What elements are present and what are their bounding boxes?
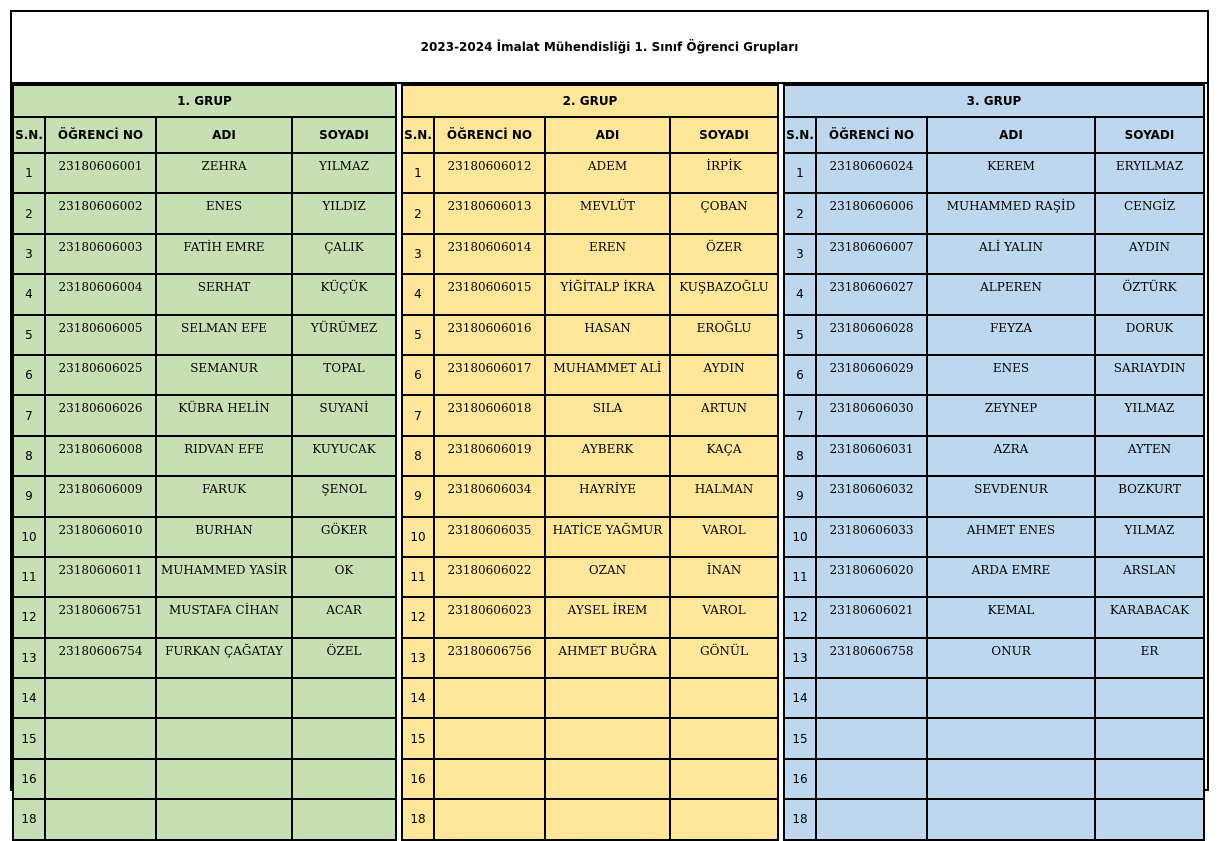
surname-cell[interactable]: ÇALIK xyxy=(292,234,396,274)
surname-cell[interactable]: ERYILMAZ xyxy=(1095,153,1204,193)
surname-cell[interactable]: YILDIZ xyxy=(292,193,396,233)
sn-cell[interactable]: 18 xyxy=(13,799,45,839)
student-no-cell[interactable]: 23180606003 xyxy=(45,234,156,274)
sn-cell[interactable]: 11 xyxy=(402,557,434,597)
name-cell[interactable]: RIDVAN EFE xyxy=(156,436,292,476)
student-no-cell[interactable]: 23180606758 xyxy=(816,638,927,678)
col-header-sn[interactable]: S.N. xyxy=(13,117,45,153)
name-cell[interactable]: FURKAN ÇAĞATAY xyxy=(156,638,292,678)
col-header-student-no[interactable]: ÖĞRENCİ NO xyxy=(45,117,156,153)
surname-cell[interactable]: ÇOBAN xyxy=(670,193,778,233)
name-cell[interactable]: MEVLÜT xyxy=(545,193,670,233)
table-row xyxy=(13,315,1204,355)
student-no-cell[interactable]: 23180606016 xyxy=(434,315,545,355)
student-no-cell[interactable]: 23180606004 xyxy=(45,274,156,314)
table-row xyxy=(13,517,1204,557)
surname-cell[interactable]: EROĞLU xyxy=(670,315,778,355)
sn-cell[interactable]: 6 xyxy=(13,355,45,395)
sn-cell[interactable]: 7 xyxy=(402,395,434,435)
name-cell[interactable]: ALPEREN xyxy=(927,274,1095,314)
student-no-cell[interactable]: 23180606007 xyxy=(816,234,927,274)
name-cell[interactable]: KEREM xyxy=(927,153,1095,193)
table-row xyxy=(13,718,1204,758)
name-cell[interactable] xyxy=(156,759,292,799)
table-row xyxy=(13,678,1204,718)
sn-cell[interactable]: 16 xyxy=(784,759,816,799)
student-no-cell[interactable] xyxy=(434,759,545,799)
student-no-cell[interactable]: 23180606020 xyxy=(816,557,927,597)
sn-cell[interactable]: 10 xyxy=(13,517,45,557)
sn-cell[interactable]: 2 xyxy=(402,193,434,233)
student-no-cell[interactable]: 23180606005 xyxy=(45,315,156,355)
student-no-cell[interactable] xyxy=(816,799,927,839)
name-cell[interactable] xyxy=(156,718,292,758)
surname-cell[interactable]: GÖNÜL xyxy=(670,638,778,678)
student-no-cell[interactable]: 23180606751 xyxy=(45,597,156,637)
student-no-cell[interactable]: 23180606017 xyxy=(434,355,545,395)
sn-cell[interactable]: 3 xyxy=(784,234,816,274)
sn-cell[interactable]: 7 xyxy=(784,395,816,435)
student-no-cell[interactable]: 23180606032 xyxy=(816,476,927,516)
group-3-header[interactable]: 3. GRUP xyxy=(784,85,1204,117)
col-header-name[interactable]: ADI xyxy=(156,117,292,153)
table-row xyxy=(13,193,1204,233)
sn-cell[interactable]: 3 xyxy=(13,234,45,274)
surname-cell[interactable]: YILMAZ xyxy=(1095,517,1204,557)
name-cell[interactable]: KEMAL xyxy=(927,597,1095,637)
sn-cell[interactable]: 16 xyxy=(13,759,45,799)
student-no-cell[interactable]: 23180606023 xyxy=(434,597,545,637)
sn-cell[interactable]: 2 xyxy=(13,193,45,233)
table-row xyxy=(13,638,1204,678)
name-cell[interactable]: SERHAT xyxy=(156,274,292,314)
name-cell[interactable]: HAYRİYE xyxy=(545,476,670,516)
name-cell[interactable]: FATİH EMRE xyxy=(156,234,292,274)
surname-cell[interactable]: KUŞBAZOĞLU xyxy=(670,274,778,314)
student-groups-table xyxy=(12,84,1205,841)
sn-cell[interactable]: 10 xyxy=(784,517,816,557)
student-no-cell[interactable] xyxy=(45,678,156,718)
name-cell[interactable]: SILA xyxy=(545,395,670,435)
name-cell[interactable] xyxy=(545,718,670,758)
name-cell[interactable]: SEMANUR xyxy=(156,355,292,395)
sn-cell[interactable]: 14 xyxy=(13,678,45,718)
student-no-cell[interactable] xyxy=(45,759,156,799)
surname-cell[interactable]: GÖKER xyxy=(292,517,396,557)
sn-cell[interactable]: 6 xyxy=(402,355,434,395)
surname-cell[interactable] xyxy=(670,799,778,839)
surname-cell[interactable] xyxy=(292,799,396,839)
sn-cell[interactable]: 13 xyxy=(784,638,816,678)
surname-cell[interactable]: TOPAL xyxy=(292,355,396,395)
name-cell[interactable]: KÜBRA HELİN xyxy=(156,395,292,435)
student-no-cell[interactable] xyxy=(434,718,545,758)
surname-cell[interactable]: OK xyxy=(292,557,396,597)
surname-cell[interactable] xyxy=(670,718,778,758)
student-no-cell[interactable]: 23180606012 xyxy=(434,153,545,193)
table-row xyxy=(13,234,1204,274)
name-cell[interactable] xyxy=(545,678,670,718)
table-row xyxy=(13,759,1204,799)
sn-cell[interactable]: 12 xyxy=(784,597,816,637)
name-cell[interactable]: HATİCE YAĞMUR xyxy=(545,517,670,557)
surname-cell[interactable] xyxy=(1095,759,1204,799)
student-no-cell[interactable]: 23180606034 xyxy=(434,476,545,516)
col-header-student-no[interactable]: ÖĞRENCİ NO xyxy=(434,117,545,153)
student-no-cell[interactable]: 23180606001 xyxy=(45,153,156,193)
sn-cell[interactable]: 9 xyxy=(402,476,434,516)
table-row xyxy=(13,557,1204,597)
surname-cell[interactable]: KÜÇÜK xyxy=(292,274,396,314)
sn-cell[interactable]: 15 xyxy=(13,718,45,758)
student-no-cell[interactable] xyxy=(816,678,927,718)
table-row xyxy=(13,597,1204,637)
sn-cell[interactable]: 13 xyxy=(13,638,45,678)
student-no-cell[interactable]: 23180606026 xyxy=(45,395,156,435)
surname-cell[interactable]: KUYUCAK xyxy=(292,436,396,476)
table-row xyxy=(13,153,1204,193)
name-cell[interactable]: YİĞİTALP İKRA xyxy=(545,274,670,314)
surname-cell[interactable]: VAROL xyxy=(670,597,778,637)
surname-cell[interactable] xyxy=(292,759,396,799)
sn-cell[interactable]: 15 xyxy=(402,718,434,758)
sn-cell[interactable]: 9 xyxy=(784,476,816,516)
group-2-header[interactable]: 2. GRUP xyxy=(402,85,778,117)
name-cell[interactable]: AYSEL İREM xyxy=(545,597,670,637)
table-row xyxy=(13,476,1204,516)
sn-cell[interactable]: 4 xyxy=(784,274,816,314)
name-cell[interactable]: AZRA xyxy=(927,436,1095,476)
student-no-cell[interactable]: 23180606006 xyxy=(816,193,927,233)
surname-cell[interactable]: ARTUN xyxy=(670,395,778,435)
sn-cell[interactable]: 3 xyxy=(402,234,434,274)
col-header-surname[interactable]: SOYADI xyxy=(292,117,396,153)
surname-cell[interactable]: ÖZTÜRK xyxy=(1095,274,1204,314)
name-cell[interactable] xyxy=(156,799,292,839)
surname-cell[interactable]: YILMAZ xyxy=(292,153,396,193)
surname-cell[interactable]: ŞENOL xyxy=(292,476,396,516)
student-no-cell[interactable]: 23180606021 xyxy=(816,597,927,637)
name-cell[interactable]: FEYZA xyxy=(927,315,1095,355)
name-cell[interactable] xyxy=(927,799,1095,839)
sn-cell[interactable]: 18 xyxy=(402,799,434,839)
name-cell[interactable]: ONUR xyxy=(927,638,1095,678)
surname-cell[interactable]: AYDIN xyxy=(1095,234,1204,274)
student-no-cell[interactable] xyxy=(816,759,927,799)
student-no-cell[interactable]: 23180606018 xyxy=(434,395,545,435)
sn-cell[interactable]: 13 xyxy=(402,638,434,678)
surname-cell[interactable]: DORUK xyxy=(1095,315,1204,355)
surname-cell[interactable]: ACAR xyxy=(292,597,396,637)
table-row xyxy=(13,274,1204,314)
col-header-surname[interactable]: SOYADI xyxy=(1095,117,1204,153)
sn-cell[interactable]: 10 xyxy=(402,517,434,557)
sn-cell[interactable]: 8 xyxy=(784,436,816,476)
student-no-cell[interactable] xyxy=(816,718,927,758)
name-cell[interactable]: OZAN xyxy=(545,557,670,597)
surname-cell[interactable] xyxy=(670,759,778,799)
name-cell[interactable]: MUHAMMED YASİR xyxy=(156,557,292,597)
surname-cell[interactable]: AYDIN xyxy=(670,355,778,395)
name-cell[interactable]: ZEHRA xyxy=(156,153,292,193)
col-header-name[interactable]: ADI xyxy=(927,117,1095,153)
col-header-name[interactable]: ADI xyxy=(545,117,670,153)
name-cell[interactable]: EREN xyxy=(545,234,670,274)
name-cell[interactable]: AYBERK xyxy=(545,436,670,476)
sn-cell[interactable]: 4 xyxy=(13,274,45,314)
name-cell[interactable]: ALİ YALIN xyxy=(927,234,1095,274)
student-no-cell[interactable]: 23180606015 xyxy=(434,274,545,314)
student-no-cell[interactable]: 23180606009 xyxy=(45,476,156,516)
student-no-cell[interactable]: 23180606002 xyxy=(45,193,156,233)
surname-cell[interactable]: ARSLAN xyxy=(1095,557,1204,597)
col-header-sn[interactable]: S.N. xyxy=(402,117,434,153)
sn-cell[interactable]: 5 xyxy=(784,315,816,355)
table-row xyxy=(13,436,1204,476)
surname-cell[interactable]: YILMAZ xyxy=(1095,395,1204,435)
name-cell[interactable] xyxy=(927,678,1095,718)
student-no-cell[interactable]: 23180606022 xyxy=(434,557,545,597)
name-cell[interactable] xyxy=(545,759,670,799)
surname-cell[interactable]: ÖZEL xyxy=(292,638,396,678)
name-cell[interactable]: ADEM xyxy=(545,153,670,193)
sn-cell[interactable]: 8 xyxy=(13,436,45,476)
sn-cell[interactable]: 12 xyxy=(402,597,434,637)
student-no-cell[interactable]: 23180606030 xyxy=(816,395,927,435)
name-cell[interactable]: MUSTAFA CİHAN xyxy=(156,597,292,637)
name-cell[interactable]: MUHAMMED RAŞİD xyxy=(927,193,1095,233)
student-no-cell[interactable] xyxy=(45,718,156,758)
student-no-cell[interactable]: 23180606035 xyxy=(434,517,545,557)
surname-cell[interactable]: YÜRÜMEZ xyxy=(292,315,396,355)
surname-cell[interactable]: ER xyxy=(1095,638,1204,678)
student-no-cell[interactable] xyxy=(434,799,545,839)
sn-cell[interactable]: 8 xyxy=(402,436,434,476)
student-no-cell[interactable] xyxy=(45,799,156,839)
name-cell[interactable] xyxy=(156,678,292,718)
name-cell[interactable]: BURHAN xyxy=(156,517,292,557)
col-header-sn[interactable]: S.N. xyxy=(784,117,816,153)
name-cell[interactable]: MUHAMMET ALİ xyxy=(545,355,670,395)
student-no-cell[interactable]: 23180606025 xyxy=(45,355,156,395)
student-no-cell[interactable]: 23180606011 xyxy=(45,557,156,597)
student-no-cell[interactable]: 23180606756 xyxy=(434,638,545,678)
name-cell[interactable] xyxy=(927,718,1095,758)
surname-cell[interactable]: VAROL xyxy=(670,517,778,557)
surname-cell[interactable] xyxy=(1095,799,1204,839)
name-cell[interactable]: ENES xyxy=(156,193,292,233)
col-header-student-no[interactable]: ÖĞRENCİ NO xyxy=(816,117,927,153)
student-no-cell[interactable]: 23180606033 xyxy=(816,517,927,557)
student-no-cell[interactable]: 23180606031 xyxy=(816,436,927,476)
sn-cell[interactable]: 12 xyxy=(13,597,45,637)
table-row xyxy=(13,355,1204,395)
sn-cell[interactable]: 1 xyxy=(13,153,45,193)
sn-cell[interactable]: 15 xyxy=(784,718,816,758)
sn-cell[interactable]: 5 xyxy=(13,315,45,355)
surname-cell[interactable] xyxy=(292,718,396,758)
student-no-cell[interactable]: 23180606019 xyxy=(434,436,545,476)
surname-cell[interactable]: ÖZER xyxy=(670,234,778,274)
name-cell[interactable]: ZEYNEP xyxy=(927,395,1095,435)
table-row xyxy=(13,799,1204,839)
sn-cell[interactable]: 1 xyxy=(784,153,816,193)
col-header-surname[interactable]: SOYADI xyxy=(670,117,778,153)
student-no-cell[interactable]: 23180606024 xyxy=(816,153,927,193)
student-no-cell[interactable]: 23180606029 xyxy=(816,355,927,395)
surname-cell[interactable]: CENGİZ xyxy=(1095,193,1204,233)
name-cell[interactable]: HASAN xyxy=(545,315,670,355)
surname-cell[interactable]: İNAN xyxy=(670,557,778,597)
surname-cell[interactable] xyxy=(292,678,396,718)
sn-cell[interactable]: 6 xyxy=(784,355,816,395)
surname-cell[interactable]: KAÇA xyxy=(670,436,778,476)
sn-cell[interactable]: 7 xyxy=(13,395,45,435)
table-row xyxy=(13,395,1204,435)
sn-cell[interactable]: 14 xyxy=(784,678,816,718)
student-no-cell[interactable]: 23180606754 xyxy=(45,638,156,678)
name-cell[interactable]: SEVDENUR xyxy=(927,476,1095,516)
surname-cell[interactable]: SARIAYDIN xyxy=(1095,355,1204,395)
surname-cell[interactable] xyxy=(1095,718,1204,758)
student-no-cell[interactable]: 23180606014 xyxy=(434,234,545,274)
sn-cell[interactable]: 4 xyxy=(402,274,434,314)
name-cell[interactable]: SELMAN EFE xyxy=(156,315,292,355)
surname-cell[interactable] xyxy=(1095,678,1204,718)
surname-cell[interactable] xyxy=(670,678,778,718)
sn-cell[interactable]: 11 xyxy=(784,557,816,597)
student-no-cell[interactable] xyxy=(434,678,545,718)
sn-cell[interactable]: 2 xyxy=(784,193,816,233)
sn-cell[interactable]: 1 xyxy=(402,153,434,193)
surname-cell[interactable]: BOZKURT xyxy=(1095,476,1204,516)
surname-cell[interactable]: AYTEN xyxy=(1095,436,1204,476)
name-cell[interactable]: ENES xyxy=(927,355,1095,395)
surname-cell[interactable]: İRPİK xyxy=(670,153,778,193)
student-no-cell[interactable]: 23180606028 xyxy=(816,315,927,355)
name-cell[interactable] xyxy=(545,799,670,839)
name-cell[interactable]: FARUK xyxy=(156,476,292,516)
sheet-title: 2023-2024 İmalat Mühendisliği 1. Sınıf Öğrenci Grupları xyxy=(12,12,1207,84)
name-cell[interactable]: AHMET BUĞRA xyxy=(545,638,670,678)
surname-cell[interactable]: SUYANİ xyxy=(292,395,396,435)
student-no-cell[interactable]: 23180606027 xyxy=(816,274,927,314)
name-cell[interactable]: ARDA EMRE xyxy=(927,557,1095,597)
group-1-header[interactable]: 1. GRUP xyxy=(13,85,396,117)
surname-cell[interactable]: HALMAN xyxy=(670,476,778,516)
sn-cell[interactable]: 9 xyxy=(13,476,45,516)
name-cell[interactable]: AHMET ENES xyxy=(927,517,1095,557)
sn-cell[interactable]: 14 xyxy=(402,678,434,718)
sn-cell[interactable]: 18 xyxy=(784,799,816,839)
sn-cell[interactable]: 11 xyxy=(13,557,45,597)
student-no-cell[interactable]: 23180606008 xyxy=(45,436,156,476)
surname-cell[interactable]: KARABACAK xyxy=(1095,597,1204,637)
name-cell[interactable] xyxy=(927,759,1095,799)
spreadsheet xyxy=(10,10,1209,827)
student-no-cell[interactable]: 23180606010 xyxy=(45,517,156,557)
sn-cell[interactable]: 5 xyxy=(402,315,434,355)
student-no-cell[interactable]: 23180606013 xyxy=(434,193,545,233)
sn-cell[interactable]: 16 xyxy=(402,759,434,799)
